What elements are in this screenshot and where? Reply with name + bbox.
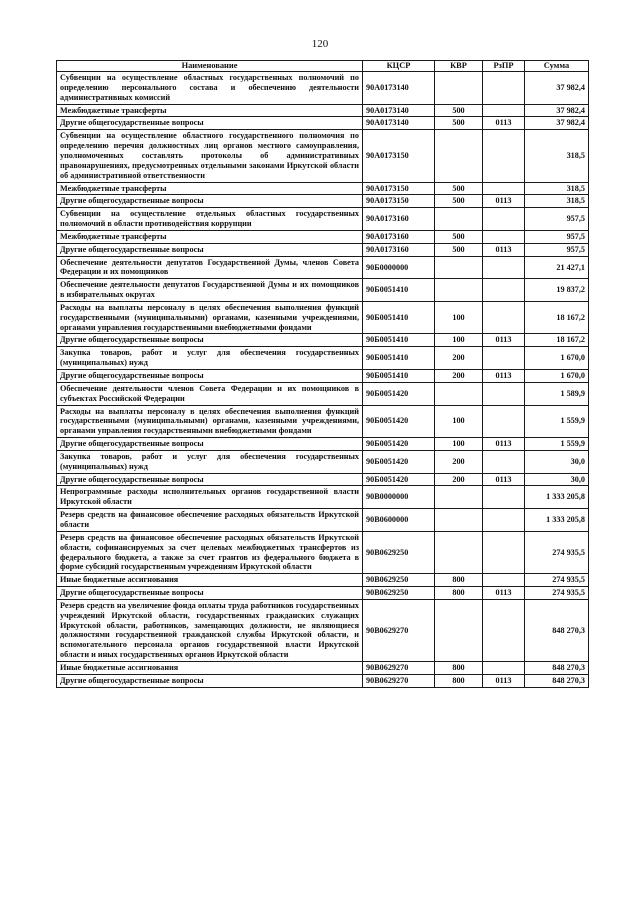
table-row [57, 574, 589, 587]
row-sum: 37 982,4 [525, 104, 589, 117]
row-kcsr: 90В0000000 [363, 486, 435, 509]
row-name: Межбюджетные трансферты [57, 182, 363, 195]
row-sum: 18 167,2 [525, 334, 589, 347]
row-kvr: 200 [435, 370, 483, 383]
row-sum: 957,5 [525, 243, 589, 256]
table-row [57, 130, 589, 182]
row-kcsr: 90В0600000 [363, 509, 435, 532]
row-rzpr [483, 574, 525, 587]
row-kvr [435, 486, 483, 509]
row-sum: 318,5 [525, 130, 589, 182]
row-kcsr: 90А0173150 [363, 182, 435, 195]
row-name: Резерв средств на финансовое обеспечение расходных обязательств Иркутской области [57, 509, 363, 532]
table-row [57, 587, 589, 600]
row-name: Другие общегосударственные вопросы [57, 438, 363, 451]
row-kcsr: 90А0173160 [363, 243, 435, 256]
row-rzpr [483, 182, 525, 195]
table-row [57, 243, 589, 256]
row-rzpr [483, 347, 525, 370]
header-kvr: КВР [435, 61, 483, 72]
row-rzpr [483, 104, 525, 117]
row-kcsr: 90Б0051410 [363, 370, 435, 383]
table-row [57, 72, 589, 105]
row-kvr: 800 [435, 587, 483, 600]
row-name: Субвенции на осуществление областного государственного полномочия по определению перечня должностных лиц органов местного самоуправления, уполномоченных составлять протоколы об административных правонарушениях, предусмотренных отдельными законами Иркутской области об административной ответственности [57, 130, 363, 182]
row-kcsr: 90А0173140 [363, 104, 435, 117]
header-kcsr: КЦСР [363, 61, 435, 72]
row-sum: 1 670,0 [525, 370, 589, 383]
row-rzpr [483, 382, 525, 405]
row-sum: 848 270,3 [525, 599, 589, 661]
row-name: Закупка товаров, работ и услуг для обеспечения государственных (муниципальных) нужд [57, 450, 363, 473]
row-kcsr: 90В0629270 [363, 674, 435, 687]
table-row [57, 208, 589, 231]
row-sum: 21 427,1 [525, 256, 589, 279]
row-name: Другие общегосударственные вопросы [57, 370, 363, 383]
row-sum: 848 270,3 [525, 661, 589, 674]
row-name: Обеспечение деятельности членов Совета Федерации и их помощников в субъектах Российской Федерации [57, 382, 363, 405]
row-kcsr: 90Б0051420 [363, 405, 435, 438]
budget-table [56, 60, 589, 688]
row-rzpr [483, 279, 525, 302]
header-row [57, 61, 589, 72]
row-kvr [435, 256, 483, 279]
row-kcsr: 90А0173160 [363, 208, 435, 231]
row-rzpr [483, 301, 525, 334]
row-kvr: 100 [435, 301, 483, 334]
row-kvr: 800 [435, 661, 483, 674]
table-row [57, 182, 589, 195]
row-rzpr [483, 531, 525, 573]
row-sum: 30,0 [525, 473, 589, 486]
row-kvr [435, 72, 483, 105]
row-sum: 37 982,4 [525, 72, 589, 105]
row-sum: 318,5 [525, 195, 589, 208]
row-name: Другие общегосударственные вопросы [57, 117, 363, 130]
table-row [57, 405, 589, 438]
row-name: Иные бюджетные ассигнования [57, 661, 363, 674]
table-row [57, 370, 589, 383]
row-rzpr [483, 230, 525, 243]
row-kvr: 200 [435, 450, 483, 473]
row-kcsr: 90В0629250 [363, 531, 435, 573]
table-row [57, 279, 589, 302]
row-kvr: 200 [435, 473, 483, 486]
table-row [57, 473, 589, 486]
row-rzpr: 0113 [483, 674, 525, 687]
row-rzpr: 0113 [483, 117, 525, 130]
table-row [57, 382, 589, 405]
row-name: Субвенции на осуществление отдельных областных государственных полномочий в области противодействия коррупции [57, 208, 363, 231]
row-sum: 30,0 [525, 450, 589, 473]
table-row [57, 531, 589, 573]
row-kcsr: 90В0629270 [363, 661, 435, 674]
row-rzpr [483, 256, 525, 279]
row-sum: 37 982,4 [525, 117, 589, 130]
row-kcsr: 90Б0051410 [363, 347, 435, 370]
row-kvr: 500 [435, 182, 483, 195]
row-kcsr: 90А0173140 [363, 117, 435, 130]
row-kcsr: 90А0173150 [363, 130, 435, 182]
row-sum: 274 935,5 [525, 531, 589, 573]
row-kcsr: 90А0173140 [363, 72, 435, 105]
row-kvr: 100 [435, 405, 483, 438]
row-name: Резерв средств на финансовое обеспечение расходных обязательств Иркутской области, софинансируемых за счет целевых межбюджетных трансфертов из федерального бюджета, а также за счет грантов из федерального бюджета в форме субсидий государственным учреждениям Иркутской области [57, 531, 363, 573]
row-rzpr: 0113 [483, 243, 525, 256]
row-kvr: 500 [435, 195, 483, 208]
table-header [57, 61, 589, 72]
table-row [57, 450, 589, 473]
row-kvr: 200 [435, 347, 483, 370]
row-kvr [435, 509, 483, 532]
row-rzpr [483, 130, 525, 182]
row-kvr: 800 [435, 574, 483, 587]
row-rzpr [483, 599, 525, 661]
row-name: Межбюджетные трансферты [57, 104, 363, 117]
row-sum: 274 935,5 [525, 587, 589, 600]
page-number: 120 [311, 38, 329, 50]
row-name: Другие общегосударственные вопросы [57, 243, 363, 256]
table-row [57, 674, 589, 687]
table-row [57, 301, 589, 334]
row-rzpr [483, 486, 525, 509]
row-name: Закупка товаров, работ и услуг для обеспечения государственных (муниципальных) нужд [57, 347, 363, 370]
row-kcsr: 90В0629250 [363, 587, 435, 600]
header-rzpr: РзПР [483, 61, 525, 72]
table-row [57, 661, 589, 674]
row-rzpr [483, 72, 525, 105]
row-kvr: 500 [435, 230, 483, 243]
table-row [57, 438, 589, 451]
row-sum: 848 270,3 [525, 674, 589, 687]
row-rzpr [483, 405, 525, 438]
row-kvr [435, 531, 483, 573]
table-row [57, 104, 589, 117]
row-name: Межбюджетные трансферты [57, 230, 363, 243]
table-row [57, 347, 589, 370]
table-row [57, 599, 589, 661]
row-rzpr [483, 661, 525, 674]
row-kcsr: 90Б0051410 [363, 301, 435, 334]
row-rzpr: 0113 [483, 195, 525, 208]
row-name: Расходы на выплаты персоналу в целях обеспечения выполнения функций государственными (муниципальными) органами, казенными учреждениями, органами управления государственными внебюджетными фондами [57, 405, 363, 438]
row-kcsr: 90В0629270 [363, 599, 435, 661]
table-body [57, 72, 589, 688]
row-name: Обеспечение деятельности депутатов Государственной Думы и их помощников в избирательных округах [57, 279, 363, 302]
row-kvr: 500 [435, 104, 483, 117]
row-kvr: 100 [435, 334, 483, 347]
row-rzpr [483, 509, 525, 532]
row-kvr [435, 130, 483, 182]
row-kvr: 100 [435, 438, 483, 451]
row-name: Расходы на выплаты персоналу в целях обеспечения выполнения функций государственными (муниципальными) органами, казенными учреждениями, органами управления государственными внебюджетными фондами [57, 301, 363, 334]
header-name: Наименование [57, 61, 363, 72]
row-kvr: 500 [435, 243, 483, 256]
row-sum: 19 837,2 [525, 279, 589, 302]
row-kcsr: 90Б0051420 [363, 438, 435, 451]
row-kvr [435, 599, 483, 661]
row-rzpr: 0113 [483, 334, 525, 347]
row-sum: 957,5 [525, 208, 589, 231]
table-row [57, 486, 589, 509]
row-name: Другие общегосударственные вопросы [57, 334, 363, 347]
row-rzpr [483, 450, 525, 473]
table-row [57, 256, 589, 279]
row-name: Непрограммные расходы исполнительных органов государственной власти Иркутской области [57, 486, 363, 509]
row-name: Другие общегосударственные вопросы [57, 195, 363, 208]
row-kcsr: 90В0629250 [363, 574, 435, 587]
table-row [57, 195, 589, 208]
row-kvr [435, 208, 483, 231]
row-kcsr: 90Б0051420 [363, 382, 435, 405]
row-rzpr: 0113 [483, 438, 525, 451]
row-name: Иные бюджетные ассигнования [57, 574, 363, 587]
row-kvr: 500 [435, 117, 483, 130]
header-sum: Сумма [525, 61, 589, 72]
row-sum: 1 333 205,8 [525, 486, 589, 509]
row-kvr [435, 382, 483, 405]
table-row [57, 117, 589, 130]
row-sum: 1 333 205,8 [525, 509, 589, 532]
row-name: Субвенции на осуществление областных государственных полномочий по определению персонального состава и обеспечению деятельности административных комиссий [57, 72, 363, 105]
row-rzpr: 0113 [483, 473, 525, 486]
table-row [57, 334, 589, 347]
row-kcsr: 90А0173160 [363, 230, 435, 243]
row-sum: 1 670,0 [525, 347, 589, 370]
row-kcsr: 90Б0051420 [363, 450, 435, 473]
row-kcsr: 90Б0000000 [363, 256, 435, 279]
row-sum: 1 559,9 [525, 405, 589, 438]
row-sum: 318,5 [525, 182, 589, 195]
row-name: Другие общегосударственные вопросы [57, 674, 363, 687]
row-sum: 1 589,9 [525, 382, 589, 405]
table-row [57, 509, 589, 532]
row-rzpr: 0113 [483, 370, 525, 383]
row-kvr [435, 279, 483, 302]
row-kcsr: 90Б0051420 [363, 473, 435, 486]
row-sum: 274 935,5 [525, 574, 589, 587]
row-kcsr: 90А0173150 [363, 195, 435, 208]
row-name: Другие общегосударственные вопросы [57, 473, 363, 486]
row-sum: 18 167,2 [525, 301, 589, 334]
table-row [57, 230, 589, 243]
row-name: Резерв средств на увеличение фонда оплаты труда работников государственных учреждений Иркутской области, государственных гражданских служащих Иркутской области, работников, замещающих должности, не являющиеся должностями государственной гражданской службы Иркутской области, и вспомогательного персонала органов государственной власти Иркутской области и иных государственных органов Иркутской области [57, 599, 363, 661]
row-name: Обеспечение деятельности депутатов Государственной Думы, членов Совета Федерации и их помощников [57, 256, 363, 279]
row-name: Другие общегосударственные вопросы [57, 587, 363, 600]
row-rzpr: 0113 [483, 587, 525, 600]
row-sum: 1 559,9 [525, 438, 589, 451]
row-kvr: 800 [435, 674, 483, 687]
row-sum: 957,5 [525, 230, 589, 243]
row-rzpr [483, 208, 525, 231]
row-kcsr: 90Б0051410 [363, 334, 435, 347]
row-kcsr: 90Б0051410 [363, 279, 435, 302]
